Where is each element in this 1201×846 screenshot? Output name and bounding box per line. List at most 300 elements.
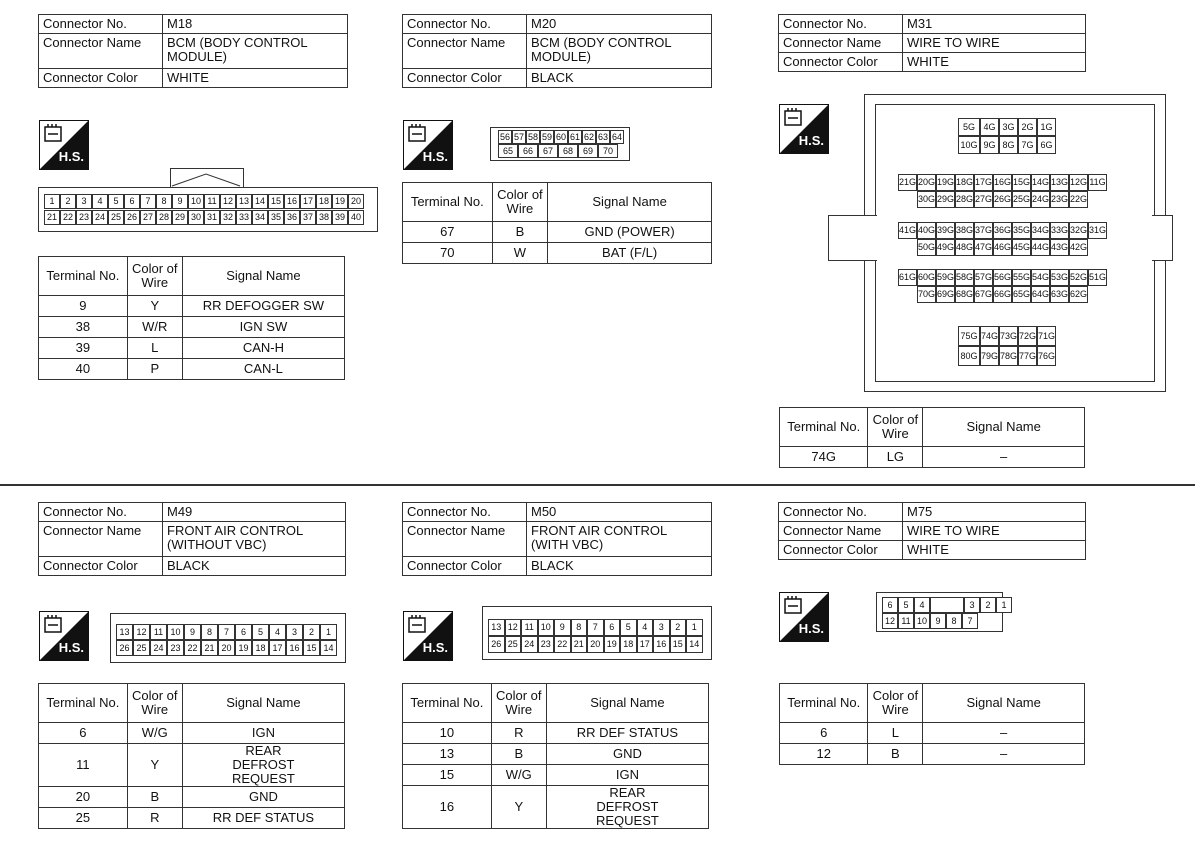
table-row [403,786,709,829]
connector-no-label: Connector No. [39,503,163,522]
terminal-pin: 6 [124,194,140,209]
terminal-pin: 10 [167,624,184,640]
terminal-pin: 2 [670,619,687,636]
table-row [39,744,345,787]
terminal-pin: 29G [936,191,955,208]
harness-side-icon [403,120,453,170]
terminal-pin: 17G [974,174,993,191]
table-row [39,338,345,359]
terminal-pin: 20G [917,174,936,191]
terminal-pin: 13 [116,624,133,640]
terminal-pin: 67 [538,144,558,158]
wire-color-cell: Y [491,786,546,829]
m20-signal-table [402,182,712,264]
signal-name-cell: GND [546,744,708,765]
terminal-pin: 12 [133,624,150,640]
table-row [780,447,1085,468]
terminal-pin: 63G [1050,286,1069,303]
m49-connector-info [38,502,346,576]
terminal-pin: 8 [571,619,588,636]
terminal-pin: 17 [300,194,316,209]
terminal-pin: 4 [92,194,108,209]
m31-g1b-pins [958,136,1056,154]
signal-name-cell: IGN [182,723,344,744]
terminal-pin: 3G [999,118,1018,136]
terminal-pin: 5 [252,624,269,640]
terminal-pin: 52G [1069,269,1088,286]
terminal-pin: 80G [958,346,980,366]
terminal-pin: 7 [587,619,604,636]
connector-color: BLACK [527,69,712,88]
m75-signal-table [779,683,1085,765]
terminal-pin: 25 [505,636,522,653]
terminal-no-header: Terminal No. [403,684,492,723]
terminal-pin: 7 [218,624,235,640]
signal-name-header: Signal Name [546,684,708,723]
terminal-pin: 15G [1012,174,1031,191]
terminal-pin: 79G [980,346,999,366]
terminal-pin: 10 [914,613,930,629]
connector-color: WHITE [903,53,1086,72]
terminal-pin: 2 [60,194,76,209]
m31-g4t-pins [898,269,1107,286]
terminal-pin: 75G [958,326,980,346]
terminal-pin: 69G [936,286,955,303]
m20-bot-pins [498,144,618,158]
terminal-pin: 36G [993,222,1012,239]
wire-color-header: Color of Wire [868,684,923,723]
terminal-pin: 11 [898,613,914,629]
terminal-no-cell: 16 [403,786,492,829]
terminal-pin: 4 [637,619,654,636]
terminal-pin: 13G [1050,174,1069,191]
terminal-pin: 16G [993,174,1012,191]
wire-color-cell: W/G [127,723,182,744]
terminal-no-cell: 20 [39,787,128,808]
terminal-pin: 16 [653,636,670,653]
harness-side-icon [779,592,829,642]
terminal-no-cell: 67 [403,222,493,243]
terminal-pin: 1G [1037,118,1056,136]
terminal-pin: 59 [541,132,552,142]
connector-name-label: Connector Name [779,34,903,53]
terminal-pin: 78G [999,346,1018,366]
terminal-pin: 11 [150,624,167,640]
signal-name-cell: GND (POWER) [548,222,712,243]
connector-name: FRONT AIR CONTROL (WITH VBC) [527,522,712,557]
terminal-no-cell: 74G [780,447,868,468]
connector-no: M20 [527,15,712,34]
terminal-pin: 6 [235,624,252,640]
terminal-pin: 1 [44,194,60,209]
hs-label: H.S. [798,621,824,636]
wire-color-cell: W [492,243,548,264]
signal-name-cell: RR DEF STATUS [546,723,708,744]
connector-color-label: Connector Color [39,69,163,88]
terminal-pin: 56 [499,132,510,142]
terminal-pin: 50G [917,239,936,256]
terminal-pin: 73G [999,326,1018,346]
m31-signal-table [779,407,1085,468]
terminal-pin: 8 [946,613,962,629]
terminal-pin: 70 [598,144,618,158]
terminal-pin: 25G [1012,191,1031,208]
hs-label: H.S. [798,133,824,148]
terminal-pin: 41G [898,222,917,239]
terminal-pin: 45G [1012,239,1031,256]
terminal-pin: 19 [235,640,252,656]
terminal-pin: 24 [150,640,167,656]
terminal-pin: 18 [316,194,332,209]
terminal-pin: 11 [521,619,538,636]
terminal-no-header: Terminal No. [780,408,868,447]
terminal-pin: 77G [1018,346,1037,366]
terminal-pin: 5G [958,118,980,136]
signal-name-header: Signal Name [923,408,1085,447]
terminal-pin: 22 [60,210,76,225]
terminal-pin: 3 [76,194,92,209]
wire-color-cell: Y [127,744,182,787]
m49-top-pins [116,624,337,640]
m31-g3b-pins [917,239,1088,256]
connector-name: WIRE TO WIRE [903,34,1086,53]
terminal-pin: 66G [993,286,1012,303]
terminal-pin: 62G [1069,286,1088,303]
hs-label: H.S. [58,149,84,164]
table-row [39,359,345,380]
terminal-pin: 8 [201,624,218,640]
table-row [403,222,712,243]
connector-name-label: Connector Name [39,34,163,69]
terminal-pin: 57G [974,269,993,286]
terminal-no-cell: 11 [39,744,128,787]
connector-no-label: Connector No. [39,15,163,34]
m31-g5t-pins [958,326,1056,346]
wire-color-cell: W/R [127,317,182,338]
terminal-pin: 15 [303,640,320,656]
terminal-pin: 37 [300,210,316,225]
m75-top-pins [882,597,1012,613]
terminal-pin: 24G [1031,191,1050,208]
connector-no: M49 [163,503,346,522]
terminal-no-header: Terminal No. [403,183,493,222]
terminal-pin: 31G [1088,222,1107,239]
terminal-pin: 34G [1031,222,1050,239]
terminal-pin: 24 [92,210,108,225]
terminal-pin: 63 [597,132,608,142]
terminal-pin: 7G [1018,136,1037,154]
terminal-pin: 1 [686,619,703,636]
terminal-pin: 23 [167,640,184,656]
terminal-pin: 74G [980,326,999,346]
terminal-pin: 20 [348,194,364,209]
terminal-no-cell: 9 [39,296,128,317]
terminal-pin: 28G [955,191,974,208]
terminal-no-cell: 6 [39,723,128,744]
terminal-pin: 7 [962,613,978,629]
terminal-pin: 17 [637,636,654,653]
connector-color: BLACK [163,557,346,576]
table-row [403,744,709,765]
terminal-pin: 30 [188,210,204,225]
terminal-pin: 23 [76,210,92,225]
signal-name-cell: IGN [546,765,708,786]
terminal-pin: 11G [1088,174,1107,191]
terminal-pin: 9 [930,613,946,629]
connector-color-label: Connector Color [403,557,527,576]
connector-no: M31 [903,15,1086,34]
terminal-pin: 33 [236,210,252,225]
wire-color-cell: P [127,359,182,380]
terminal-pin: 55G [1012,269,1031,286]
wire-color-cell: B [127,787,182,808]
terminal-pin: 6 [882,597,898,613]
connector-color-label: Connector Color [403,69,527,88]
terminal-pin: 28 [156,210,172,225]
terminal-pin: 22 [554,636,571,653]
terminal-pin: 12 [505,619,522,636]
connector-name: BCM (BODY CONTROL MODULE) [163,34,348,69]
terminal-pin: 26 [116,640,133,656]
terminal-no-cell: 70 [403,243,493,264]
terminal-pin: 12G [1069,174,1088,191]
wire-color-header: Color of Wire [127,684,182,723]
terminal-pin: 64 [611,132,622,142]
terminal-no-header: Terminal No. [39,684,128,723]
terminal-pin: 23G [1050,191,1069,208]
terminal-pin: 13 [236,194,252,209]
terminal-pin: 51G [1088,269,1107,286]
signal-name-cell: REAR DEFROST REQUEST [546,786,708,829]
terminal-pin: 37G [974,222,993,239]
terminal-pin: 9G [980,136,999,154]
table-row [39,808,345,829]
terminal-pin: 67G [974,286,993,303]
terminal-pin: 48G [955,239,974,256]
terminal-pin: 20 [587,636,604,653]
terminal-pin: 24 [521,636,538,653]
terminal-pin: 53G [1050,269,1069,286]
terminal-pin: 56G [993,269,1012,286]
terminal-no-cell: 6 [780,723,868,744]
terminal-pin: 4 [269,624,286,640]
terminal-pin: 10 [538,619,555,636]
table-row [403,765,709,786]
terminal-pin: 16 [284,194,300,209]
terminal-pin: 76G [1037,346,1056,366]
terminal-pin: 26 [124,210,140,225]
terminal-pin: 69 [578,144,598,158]
table-row [39,723,345,744]
terminal-pin: 33G [1050,222,1069,239]
connector-no-label: Connector No. [403,503,527,522]
connector-no-label: Connector No. [779,503,903,522]
signal-name-cell: GND [182,787,344,808]
terminal-pin: 61G [898,269,917,286]
terminal-pin: 61 [569,132,580,142]
terminal-pin: 3 [653,619,670,636]
terminal-pin: 14G [1031,174,1050,191]
terminal-pin: 8 [156,194,172,209]
terminal-pin: 72G [1018,326,1037,346]
terminal-no-cell: 10 [403,723,492,744]
terminal-pin: 54G [1031,269,1050,286]
terminal-pin: 46G [993,239,1012,256]
terminal-pin: 19 [332,194,348,209]
terminal-pin: 1 [320,624,337,640]
hs-label: H.S. [58,640,84,655]
terminal-pin: 39 [332,210,348,225]
signal-name-cell: REAR DEFROST REQUEST [182,744,344,787]
table-row [403,243,712,264]
terminal-no-cell: 25 [39,808,128,829]
terminal-pin: 66 [518,144,538,158]
wire-color-cell: R [491,723,546,744]
m31-g1t-pins [958,118,1056,136]
terminal-pin: 21 [44,210,60,225]
terminal-pin: 18 [620,636,637,653]
terminal-pin: 29 [172,210,188,225]
terminal-pin: 20 [218,640,235,656]
terminal-pin: 1 [996,597,1012,613]
terminal-pin: 23 [538,636,555,653]
terminal-pin: 10G [958,136,980,154]
table-row [403,723,709,744]
connector-name-label: Connector Name [403,522,527,557]
wire-color-cell: B [492,222,548,243]
m20-top-pins [498,130,624,144]
wire-color-header: Color of Wire [127,257,182,296]
terminal-pin: 40 [348,210,364,225]
connector-no-label: Connector No. [403,15,527,34]
signal-name-cell: – [923,744,1085,765]
terminal-pin: 9 [172,194,188,209]
terminal-pin: 21 [201,640,218,656]
terminal-pin: 13 [488,619,505,636]
terminal-pin: 5 [108,194,124,209]
m49-bot-pins [116,640,337,656]
connector-no: M75 [903,503,1086,522]
terminal-pin: 65G [1012,286,1031,303]
terminal-pin: 22 [184,640,201,656]
m18-signal-table [38,256,345,380]
harness-side-icon [403,611,453,661]
terminal-pin: 2 [980,597,996,613]
m50-connector-info [402,502,712,576]
signal-name-cell: – [923,447,1085,468]
m75-bot-pins [882,613,978,629]
m20-connector-info [402,14,712,88]
terminal-no-cell: 39 [39,338,128,359]
table-row [39,787,345,808]
connector-name-label: Connector Name [39,522,163,557]
terminal-pin: 15 [268,194,284,209]
terminal-pin: 27 [140,210,156,225]
connector-color: WHITE [163,69,348,88]
wire-color-cell: LG [868,447,923,468]
terminal-pin: 44G [1031,239,1050,256]
signal-name-cell: RR DEFOGGER SW [182,296,344,317]
terminal-pin: 3 [964,597,980,613]
terminal-pin: 40G [917,222,936,239]
hs-label: H.S. [422,149,448,164]
terminal-pin: 35 [268,210,284,225]
terminal-pin: 14 [252,194,268,209]
signal-name-cell: RR DEF STATUS [182,808,344,829]
wire-color-cell: Y [127,296,182,317]
terminal-pin: 34 [252,210,268,225]
m18-top-pins [44,194,364,209]
terminal-pin: 15 [670,636,687,653]
terminal-pin: 17 [269,640,286,656]
terminal-pin: 3 [286,624,303,640]
signal-name-header: Signal Name [182,684,344,723]
m18-bot-pins [44,210,364,225]
terminal-pin: 4 [914,597,930,613]
connector-color: WHITE [903,541,1086,560]
terminal-pin: 58G [955,269,974,286]
terminal-pin: 39G [936,222,955,239]
terminal-pin: 7 [140,194,156,209]
terminal-pin: 58 [527,132,538,142]
signal-name-cell: BAT (F/L) [548,243,712,264]
terminal-pin: 19 [604,636,621,653]
terminal-pin: 60G [917,269,936,286]
terminal-pin: 5 [620,619,637,636]
signal-name-cell: CAN-L [182,359,344,380]
terminal-pin: 14 [320,640,337,656]
m50-bot-pins [488,636,703,653]
m31-g4b-pins [917,286,1088,303]
wire-color-cell: B [491,744,546,765]
table-row [780,723,1085,744]
terminal-pin: 49G [936,239,955,256]
terminal-pin: 47G [974,239,993,256]
terminal-pin: 35G [1012,222,1031,239]
terminal-pin: 21G [898,174,917,191]
terminal-pin: 42G [1069,239,1088,256]
connector-no-label: Connector No. [779,15,903,34]
terminal-no-cell: 40 [39,359,128,380]
terminal-pin: 22G [1069,191,1088,208]
wire-color-header: Color of Wire [492,183,548,222]
terminal-pin: 6G [1037,136,1056,154]
terminal-pin: 65 [498,144,518,158]
m31-g2b-pins [917,191,1088,208]
signal-name-header: Signal Name [923,684,1085,723]
m49-signal-table [38,683,345,829]
terminal-no-header: Terminal No. [39,257,128,296]
terminal-no-cell: 38 [39,317,128,338]
terminal-pin: 4G [980,118,999,136]
wire-color-cell: R [127,808,182,829]
terminal-pin: 68G [955,286,974,303]
wire-color-header: Color of Wire [868,408,923,447]
m75-connector-info [778,502,1086,560]
m31-left-tab [828,215,877,261]
terminal-pin: 2G [1018,118,1037,136]
m50-top-pins [488,619,703,636]
terminal-pin: 25 [133,640,150,656]
signal-name-header: Signal Name [548,183,712,222]
wire-color-cell: L [868,723,923,744]
terminal-pin: 2 [303,624,320,640]
connector-name: BCM (BODY CONTROL MODULE) [527,34,712,69]
connector-color: BLACK [527,557,712,576]
terminal-pin: 9 [554,619,571,636]
m50-signal-table [402,683,709,829]
connector-color-label: Connector Color [779,53,903,72]
